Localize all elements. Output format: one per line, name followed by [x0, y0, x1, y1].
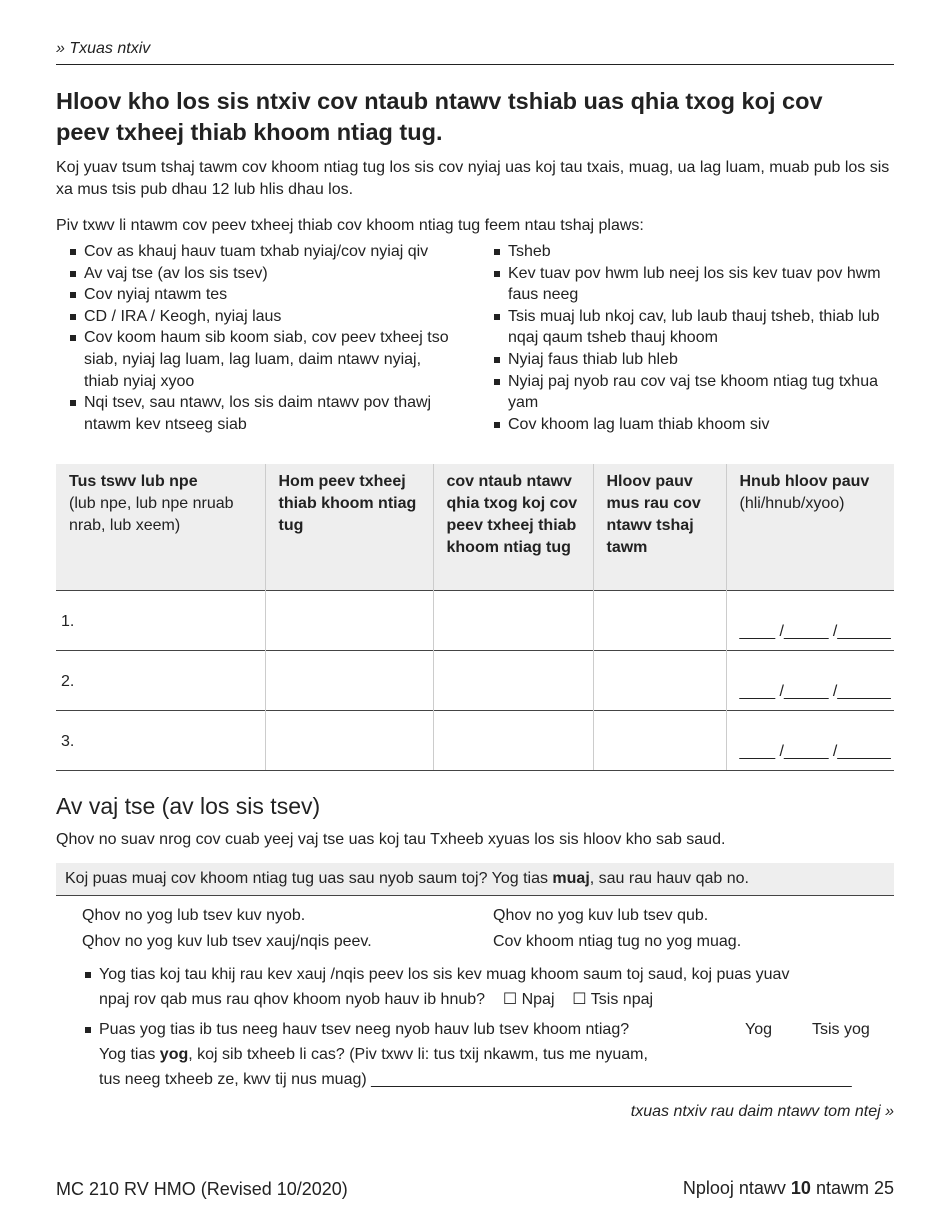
form-id: MC 210 RV HMO (Revised 10/2020): [56, 1179, 348, 1199]
row-number: 3.: [61, 733, 75, 750]
table-header-row: [56, 464, 894, 591]
owner-name-cell[interactable]: [56, 651, 265, 711]
date-blank: ____ /_____ /______: [739, 743, 891, 760]
list-item: Nyiaj faus thiab lub hleb: [480, 349, 894, 371]
list-item: Cov khoom lag luam thiab khoom siv: [480, 414, 894, 436]
table-row: [56, 711, 894, 771]
list-item: Av vaj tse (av los sis tsev): [56, 263, 456, 285]
date-blank: ____ /_____ /______: [739, 683, 891, 700]
option-rental-investment[interactable]: Qhov no yog kuv lub tsev xauj/nqis peev.: [82, 933, 372, 950]
intro-paragraph: Koj yuav tsum tshaj tawm cov khoom ntiag tug los sis cov nyiaj uas koj tau txais, muag, ua lag luam, muab pub los sis xa mus tsis pub dhau 12 lub hlis dhau los.: [56, 159, 890, 198]
relationship-field[interactable]: tus neeg txheeb ze, kwv tij nus muag) ______________________________________________________: [99, 1071, 852, 1088]
list-item: Cov nyiaj ntawm tes: [56, 284, 456, 306]
list-item: CD / IRA / Keogh, nyiaj laus: [56, 306, 456, 328]
list-item: Cov as khauj hauv tuam txhab nyiaj/cov nyiaj qiv: [56, 241, 456, 263]
list-item: Tsheb: [480, 241, 894, 263]
change-date-cell[interactable]: [726, 591, 894, 651]
change-cell[interactable]: [593, 651, 726, 711]
change-date-cell[interactable]: [726, 711, 894, 771]
row-number: 2.: [61, 673, 75, 690]
option-for-sale[interactable]: Cov khoom ntiag tug no yog muag.: [493, 933, 742, 950]
table-row: [56, 591, 894, 651]
running-head: » Txuas ntxiv: [56, 40, 151, 57]
col-change-header: Hloov pauv mus rau cov ntawv tshaj tawm: [593, 464, 726, 591]
section-heading-real-estate: Av vaj tse (av los sis tsev): [56, 793, 321, 819]
list-item: Nqi tsev, sau ntawv, los sis daim ntawv pov thawj ntawm kev ntseeg siab: [56, 392, 456, 435]
option-former-home[interactable]: Qhov no yog kuv lub tsev qub.: [493, 907, 709, 924]
family-no-option[interactable]: Tsis yog: [812, 1021, 870, 1038]
owner-name-cell[interactable]: [56, 591, 265, 651]
family-member-question: Puas yog tias ib tus neeg hauv tsev neeg nyob hauv lub tsev khoom ntiag? Yog Tsis yog Yog tias yog, koj sib txheeb li cas? (Piv txwv li: tus txij nkawm, tus me nyuam, tus neeg txheeb ze, kwv tij nus muag) ______________________________________________________: [99, 1017, 894, 1092]
examples-list-left: [56, 241, 456, 435]
change-cell[interactable]: [593, 591, 726, 651]
change-date-cell[interactable]: [726, 651, 894, 711]
option-primary-home[interactable]: Qhov no yog lub tsev kuv nyob.: [82, 907, 306, 924]
table-row: [56, 651, 894, 711]
examples-list-right: [480, 241, 894, 435]
owner-name-cell[interactable]: [56, 711, 265, 771]
list-item: Cov koom haum sib koom siab, cov peev txheej tso siab, nyiaj lag luam, lag luam, daim ntawv nyiaj, thiab nyiaj xyoo: [56, 327, 456, 392]
asset-type-cell[interactable]: [265, 711, 433, 771]
bullet-icon: [85, 972, 91, 978]
list-item: Nyiaj paj nyob rau cov vaj tse khoom ntiag tug txhua yam: [480, 371, 894, 414]
list-item: Tsis muaj lub nkoj cav, lub laub thauj tsheb, thiab lub nqaj qaum tsheb thauj khoom: [480, 306, 894, 349]
plan-yes-checkbox[interactable]: ☐ Npaj: [502, 991, 555, 1008]
col-asset-info-header: cov ntaub ntawv qhia txog koj cov peev txheej thiab khoom ntiag tug: [433, 464, 593, 591]
page-title: Hloov kho los sis ntxiv cov ntaub ntawv tshiab uas qhia txog koj cov peev txheej thiab khoom ntiag tug.: [56, 88, 823, 145]
family-yes-option[interactable]: Yog: [745, 1021, 772, 1038]
col-asset-type-header: Hom peev txheej thiab khoom ntiag tug: [265, 464, 433, 591]
section-intro: Qhov no suav nrog cov cuab yeej vaj tse uas koj tau Txheeb xyuas los sis hloov kho sab saud.: [56, 831, 726, 848]
asset-type-cell[interactable]: [265, 651, 433, 711]
row-number: 1.: [61, 613, 75, 630]
list-item: Kev tuav pov hwm lub neej los sis kev tuav pov hwm faus neeg: [480, 263, 894, 306]
plan-no-checkbox[interactable]: ☐ Tsis npaj: [572, 991, 654, 1008]
examples-intro: Piv txwv li ntawm cov peev txheej thiab cov khoom ntiag tug feem ntau tshaj plaws:: [56, 217, 644, 234]
col-owner-name-header: Tus tswv lub npe (lub npe, lub npe nruab nrab, lub xeem): [56, 464, 265, 591]
continue-note: txuas ntxiv rau daim ntawv tom ntej »: [630, 1103, 894, 1120]
asset-info-cell[interactable]: [433, 711, 593, 771]
return-home-question: Yog tias koj tau khij rau kev xauj /nqis peev los sis kev muag khoom saum toj saud, koj puas yuav npaj rov qab mus rau qhov khoom nyob hauv ib hnub? ☐ Npaj ☐ Tsis npaj: [99, 962, 894, 1012]
col-change-date-header: Hnub hloov pauv (hli/hnub/xyoo): [726, 464, 894, 591]
asset-info-cell[interactable]: [433, 591, 593, 651]
real-estate-question: Koj puas muaj cov khoom ntiag tug uas sau nyob saum toj? Yog tias muaj, sau rau hauv qab no.: [56, 863, 894, 896]
change-cell[interactable]: [593, 711, 726, 771]
bullet-icon: [85, 1027, 91, 1033]
asset-info-cell[interactable]: [433, 651, 593, 711]
assets-table: [56, 464, 894, 771]
date-blank: ____ /_____ /______: [739, 623, 891, 640]
page-number: Nplooj ntawv 10 ntawm 25: [682, 1178, 894, 1198]
header-divider: [56, 64, 894, 65]
asset-type-cell[interactable]: [265, 591, 433, 651]
